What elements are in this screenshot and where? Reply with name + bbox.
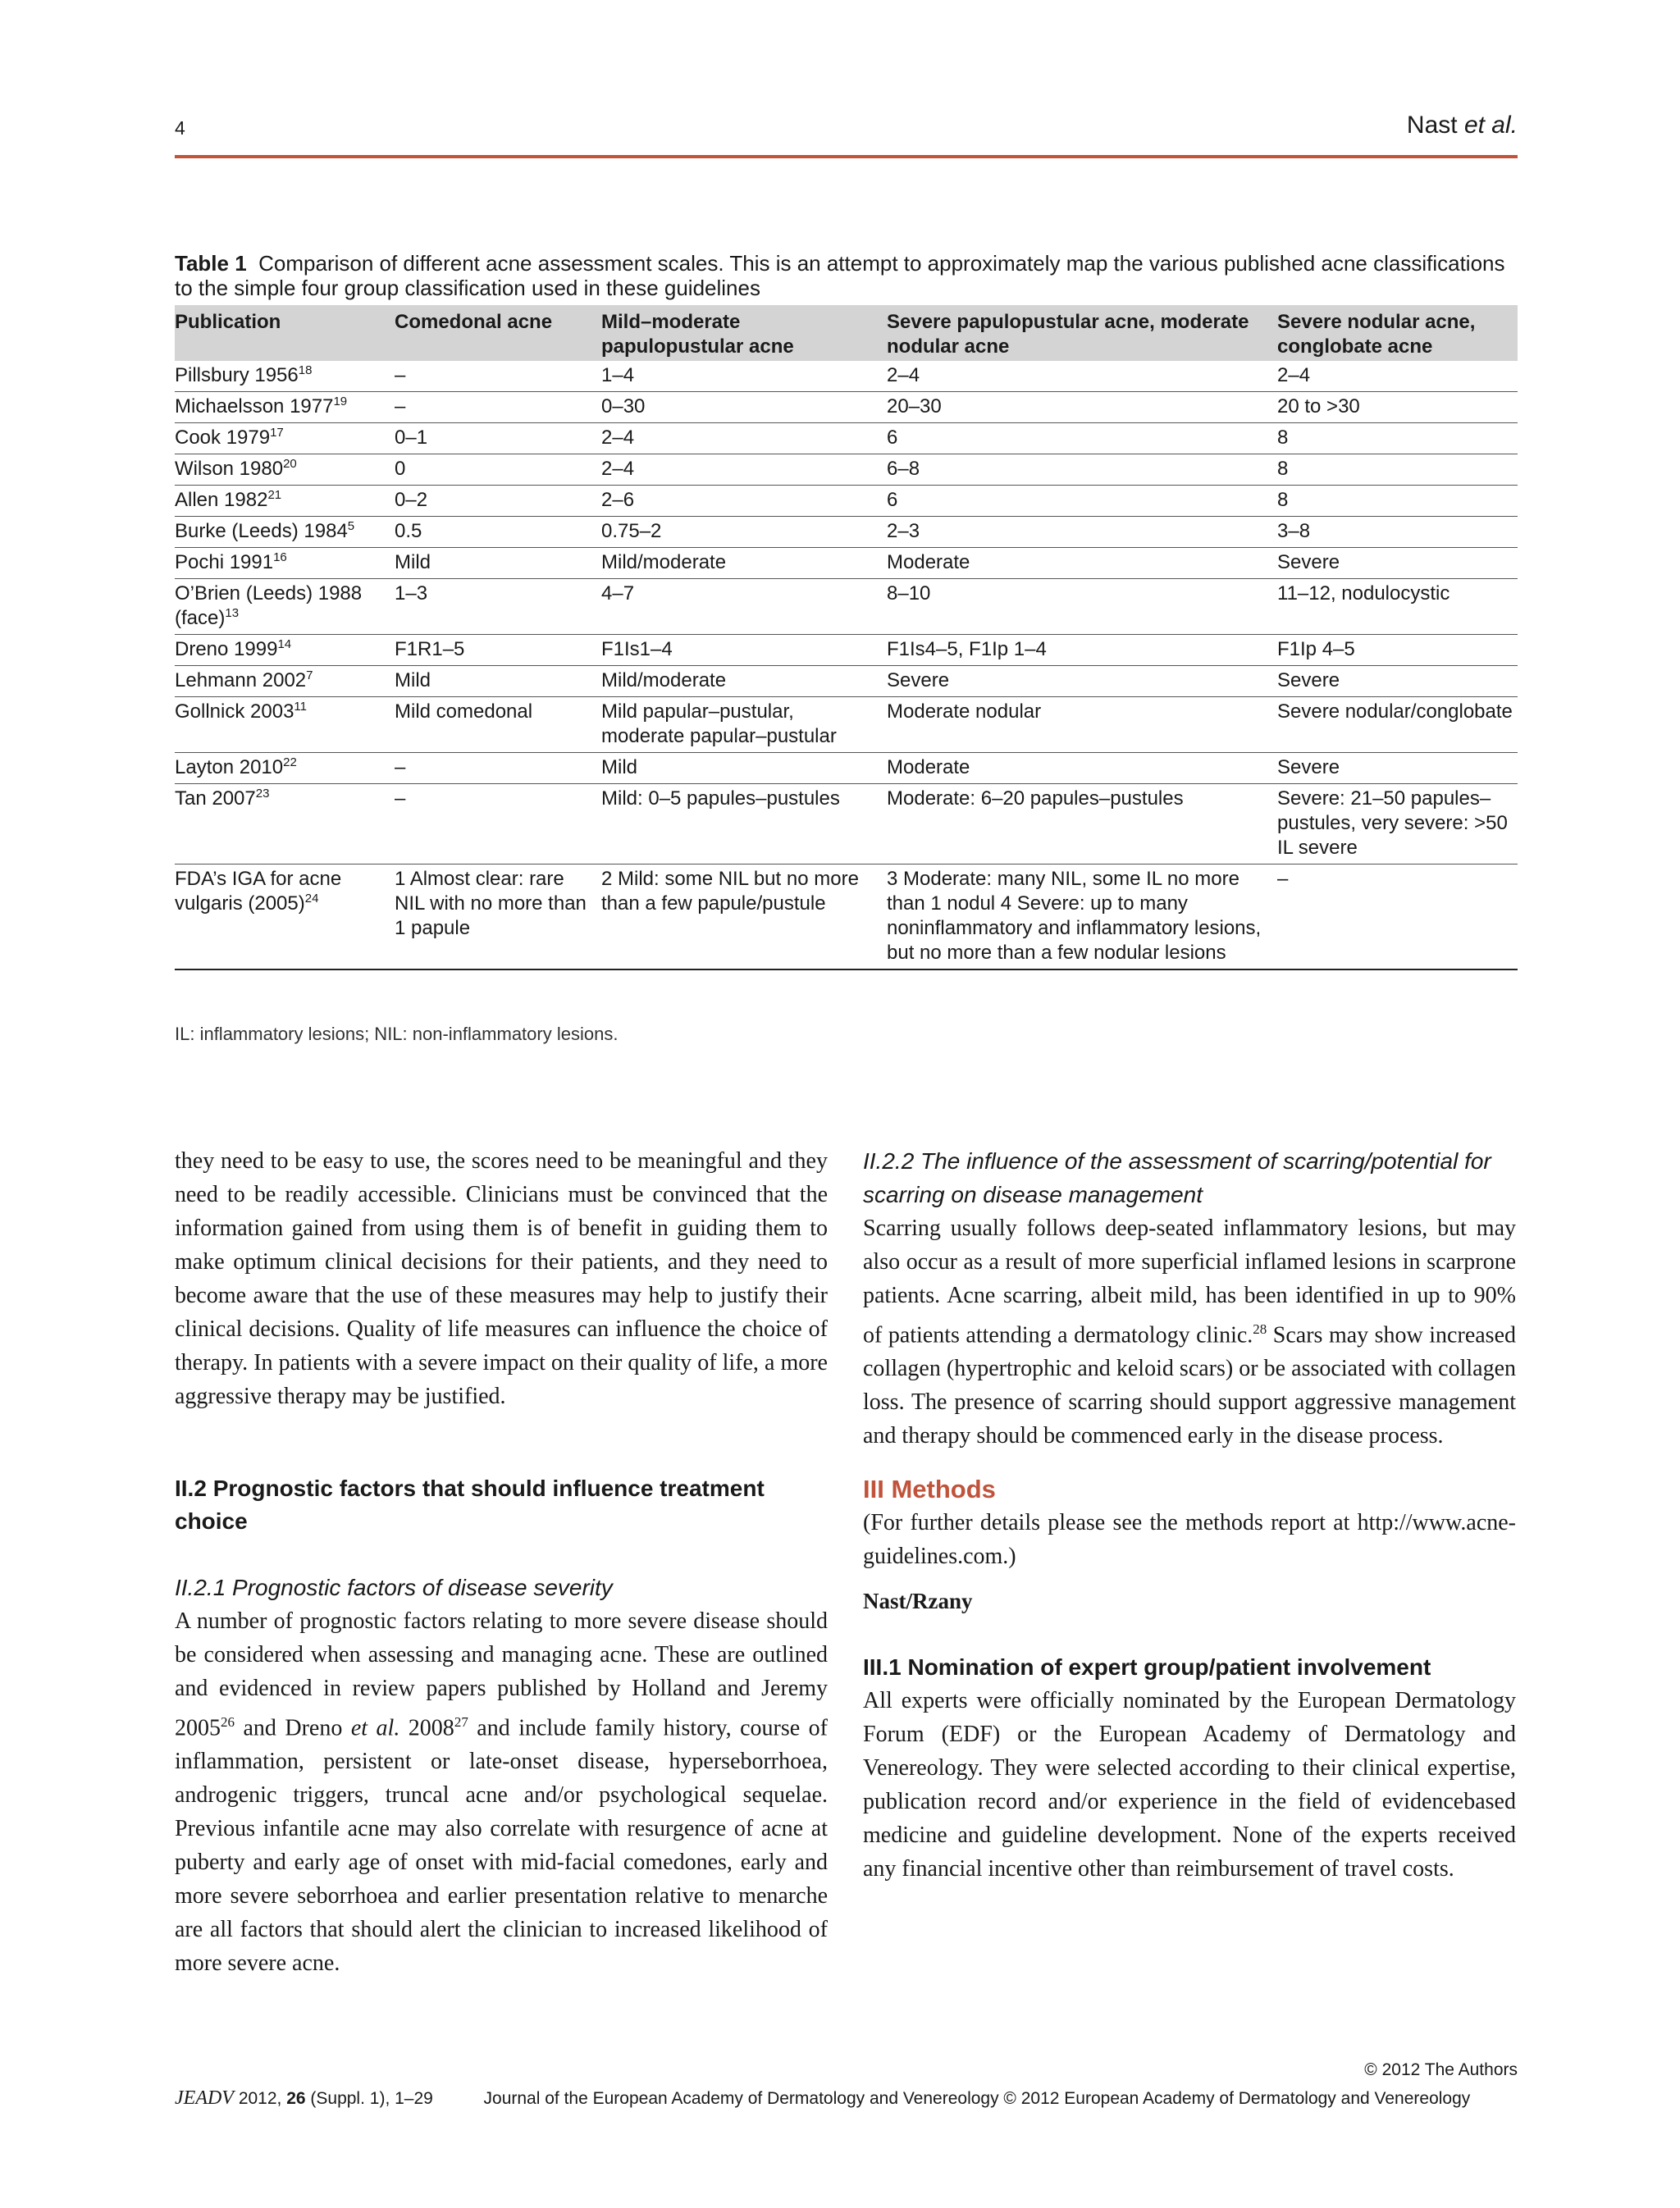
table-row: [175, 635, 1518, 666]
cell-severe-nodular: 20 to >30: [1277, 392, 1518, 423]
cell-mild-moderate: Mild papular–pustular, moderate papular–pustular: [601, 697, 887, 753]
cell-publication: [175, 361, 395, 392]
running-head-author: Nast: [1406, 112, 1458, 139]
citation-ref: 17: [270, 426, 284, 440]
citation-ref: 11: [294, 700, 307, 714]
cell-mild-moderate: F1Is1–4: [601, 635, 887, 666]
col-header-severe-papulopustular: Severe papulopustular acne, moderate nodular acne: [887, 305, 1277, 361]
table-row: [175, 697, 1518, 753]
table-body: [175, 361, 1518, 969]
publication-name: Cook 1979: [175, 427, 271, 449]
cell-publication: [175, 753, 395, 784]
publication-name: Burke (Leeds) 1984: [175, 520, 348, 542]
citation-ref: 14: [277, 637, 292, 651]
paragraph-experts: All experts were officially nominated by the European Dermatology Forum (EDF) or the European Academy of Dermatology and Venereology. They were selected according to their clinical expertise, publication record and/or experience in the field of evidencebased medicine and guideline development. None of the experts received any financial incentive other than reimbursement of travel costs.: [863, 1688, 1516, 1882]
cell-mild-moderate: 2–4: [601, 454, 887, 486]
col-header-comedonal: Comedonal acne: [395, 305, 601, 361]
cell-mild-moderate: Mild: 0–5 papules–pustules: [601, 784, 887, 864]
citation-ref: 19: [333, 395, 348, 408]
cell-mild-moderate: 0–30: [601, 392, 887, 423]
footer-journal: [175, 2087, 1470, 2110]
citation-ref: 16: [273, 550, 287, 564]
cell-severe-nodular: Severe nodular/conglobate: [1277, 697, 1518, 753]
right-column: [863, 1144, 1516, 1886]
cell-comedonal: 1–3: [395, 579, 601, 635]
text-run: 2008: [399, 1715, 454, 1741]
cell-severe-papulopustular: 3 Moderate: many NIL, some IL no more than 1 nodul 4 Severe: up to many noninflammatory and inflammatory lesions, but no more than a few nodular lesions: [887, 864, 1277, 970]
cell-publication: [175, 864, 395, 970]
cell-comedonal: –: [395, 753, 601, 784]
citation-ref: 23: [255, 787, 270, 801]
citation-ref: 22: [283, 755, 297, 769]
citation-ref: 13: [225, 606, 240, 620]
cell-comedonal: 1 Almost clear: rare NIL with no more than 1 papule: [395, 864, 601, 970]
citation-ref: 24: [304, 892, 319, 906]
subsection-heading-ii22: II.2.2 The influence of the assessment of scarring/potential for scarring on disease management: [863, 1148, 1491, 1207]
cell-publication: [175, 454, 395, 486]
cell-mild-moderate: 4–7: [601, 579, 887, 635]
publication-name: Pillsbury 1956: [175, 364, 299, 386]
cell-publication: [175, 635, 395, 666]
publication-name: Pochi 1991: [175, 551, 274, 573]
publication-name: O’Brien (Leeds) 1988 (face): [175, 582, 363, 629]
journal-abbreviation: JEADV: [175, 2087, 234, 2109]
cell-severe-papulopustular: 2–3: [887, 517, 1277, 548]
citation-ref: 26: [221, 1714, 235, 1730]
table-row: [175, 784, 1518, 864]
publication-name: Tan 2007: [175, 787, 256, 810]
col-header-publication: Publication: [175, 305, 395, 361]
publication-name: Dreno 1999: [175, 638, 278, 660]
cell-severe-nodular: Severe: 21–50 papules–pustules, very severe: >50 IL severe: [1277, 784, 1518, 864]
cell-mild-moderate: Mild/moderate: [601, 666, 887, 697]
journal-full-name: Journal of the European Academy of Dermatology and Venereology © 2012 European Academy of Dermatology and Venereology: [483, 2089, 1471, 2108]
cell-severe-nodular: 3–8: [1277, 517, 1518, 548]
acne-scale-table: [175, 305, 1518, 970]
cell-severe-nodular: Severe: [1277, 753, 1518, 784]
cell-severe-nodular: Severe: [1277, 548, 1518, 579]
cell-publication: [175, 666, 395, 697]
cell-severe-papulopustular: Moderate nodular: [887, 697, 1277, 753]
table-header-row: [175, 305, 1518, 361]
cell-severe-nodular: Severe: [1277, 666, 1518, 697]
publication-name: Lehmann 2002: [175, 669, 307, 691]
paragraph-instruments: they need to be easy to use, the scores need to be meaningful and they need to be readily accessible. Clinicians must be convinced that the information gained from using them is of benefit in guiding them to make optimum clinical decisions for their patients, and they need to become aware that the use of these measures may help to justify their clinical decisions. Quality of life measures can influence the choice of therapy. In patients with a severe impact on their quality of life, a more aggressive therapy may be justified.: [175, 1148, 828, 1409]
cell-severe-nodular: 8: [1277, 486, 1518, 517]
page-number: 4: [175, 117, 185, 139]
cell-mild-moderate: 2–6: [601, 486, 887, 517]
cell-comedonal: –: [395, 392, 601, 423]
text-run: Scarring usually follows deep-seated inflammatory lesions, but may also occur as a result of more superficial inflamed lesions in scarprone patients. Acne scarring, albeit mild, has been identified in up to 90% of patients attending a dermatology clinic.: [863, 1216, 1516, 1348]
table-row: [175, 753, 1518, 784]
cell-severe-papulopustular: 20–30: [887, 392, 1277, 423]
col-header-mild-moderate: Mild–moderate papulopustular acne: [601, 305, 887, 361]
cell-severe-papulopustular: 8–10: [887, 579, 1277, 635]
table-row: [175, 517, 1518, 548]
cell-severe-papulopustular: Moderate: 6–20 papules–pustules: [887, 784, 1277, 864]
paragraph-prognostic-factors: [175, 1604, 828, 1980]
cell-publication: [175, 697, 395, 753]
citation-ref: 7: [306, 668, 313, 682]
cell-publication: [175, 579, 395, 635]
cell-severe-papulopustular: 6: [887, 423, 1277, 454]
cell-severe-nodular: 8: [1277, 423, 1518, 454]
table-row: [175, 361, 1518, 392]
table-row: [175, 666, 1518, 697]
text-run: and Dreno: [235, 1715, 351, 1741]
cell-severe-papulopustular: Severe: [887, 666, 1277, 697]
col-header-severe-nodular: Severe nodular acne, conglobate acne: [1277, 305, 1518, 361]
section-heading-iii1: III.1 Nomination of expert group/patient involvement: [863, 1654, 1431, 1681]
section-heading-ii2: II.2 Prognostic factors that should influence treatment choice: [175, 1476, 765, 1534]
publication-name: FDA’s IGA for acne vulgaris (2005): [175, 868, 342, 915]
publication-name: Wilson 1980: [175, 458, 284, 480]
cell-severe-nodular: 2–4: [1277, 361, 1518, 392]
table-row: [175, 423, 1518, 454]
table-caption: [175, 251, 1518, 300]
cell-comedonal: 0–1: [395, 423, 601, 454]
cell-comedonal: Mild: [395, 666, 601, 697]
citation-ref: 18: [298, 363, 313, 377]
cell-publication: [175, 784, 395, 864]
table-row: [175, 548, 1518, 579]
cell-publication: [175, 548, 395, 579]
footer-copyright: © 2012 The Authors: [1364, 2060, 1518, 2079]
table-footnote: IL: inflammatory lesions; NIL: non-inflammatory lesions.: [175, 1024, 619, 1044]
publication-name: Allen 1982: [175, 489, 268, 511]
cell-severe-nodular: F1Ip 4–5: [1277, 635, 1518, 666]
cell-publication: [175, 392, 395, 423]
cell-severe-papulopustular: 6: [887, 486, 1277, 517]
header-rule: [175, 155, 1518, 158]
cell-severe-papulopustular: 6–8: [887, 454, 1277, 486]
text-run: and include family history, course of inflammation, persistent or late-onset disease, hyperseborrhoea, androgenic triggers, truncal acne and/or psychological sequelae. Previous infantile acne may also correlate with resurgence of acne at puberty and early age of onset with mid-facial comedones, early and more severe seborrhoea and earlier presentation relative to menarche are all factors that should alert the clinician to increased likelihood of more severe acne.: [175, 1715, 828, 1977]
cell-severe-papulopustular: Moderate: [887, 753, 1277, 784]
cell-mild-moderate: 2–4: [601, 423, 887, 454]
cell-comedonal: Mild: [395, 548, 601, 579]
cell-mild-moderate: 1–4: [601, 361, 887, 392]
citation-ref: 20: [283, 457, 297, 471]
paragraph-scarring: [863, 1211, 1516, 1453]
publication-name: Michaelsson 1977: [175, 395, 334, 417]
cell-severe-nodular: 8: [1277, 454, 1518, 486]
cell-comedonal: F1R1–5: [395, 635, 601, 666]
citation-pages: (Suppl. 1), 1–29: [305, 2089, 433, 2108]
cell-mild-moderate: 2 Mild: some NIL but no more than a few papule/pustule: [601, 864, 887, 970]
cell-comedonal: –: [395, 361, 601, 392]
cell-comedonal: Mild comedonal: [395, 697, 601, 753]
table-row: [175, 579, 1518, 635]
section-heading-iii-methods: III Methods: [863, 1475, 996, 1504]
running-head-et-al: et al.: [1463, 112, 1518, 139]
cell-mild-moderate: 0.75–2: [601, 517, 887, 548]
cell-severe-papulopustular: Moderate: [887, 548, 1277, 579]
cell-comedonal: 0.5: [395, 517, 601, 548]
paragraph-methods-link: (For further details please see the methods report at http://www.acne-guidelines.com.): [863, 1510, 1516, 1570]
cell-severe-nodular: –: [1277, 864, 1518, 970]
running-head: [1407, 112, 1518, 139]
cell-severe-papulopustular: 2–4: [887, 361, 1277, 392]
cell-publication: [175, 517, 395, 548]
cell-mild-moderate: Mild/moderate: [601, 548, 887, 579]
table-row: [175, 486, 1518, 517]
table-row: [175, 864, 1518, 970]
cell-severe-nodular: 11–12, nodulocystic: [1277, 579, 1518, 635]
cell-publication: [175, 423, 395, 454]
citation-ref: 27: [454, 1714, 468, 1730]
table-row: [175, 392, 1518, 423]
author-tag: Nast/Rzany: [863, 1589, 973, 1614]
table-caption-text: Comparison of different acne assessment scales. This is an attempt to approximately map the various published acne classifications to the simple four group classification used in these guidelines: [175, 251, 1505, 300]
citation-ref: 28: [1253, 1321, 1267, 1337]
citation-year: 2012,: [238, 2089, 287, 2108]
table-row: [175, 454, 1518, 486]
citation-volume: 26: [286, 2089, 306, 2108]
cell-comedonal: 0: [395, 454, 601, 486]
text-run: A number of prognostic factors relating to more severe disease should be considered when assessing and managing acne. These are outlined and evidenced in review papers published by Holland and Jeremy 2005: [175, 1608, 828, 1741]
cell-comedonal: 0–2: [395, 486, 601, 517]
left-column: [175, 1144, 828, 1980]
cell-severe-papulopustular: F1Is4–5, F1Ip 1–4: [887, 635, 1277, 666]
subsection-heading-ii21: II.2.1 Prognostic factors of disease severity: [175, 1575, 613, 1600]
publication-name: Layton 2010: [175, 756, 284, 778]
citation-ref: 5: [347, 519, 355, 533]
publication-name: Gollnick 2003: [175, 700, 294, 723]
cell-publication: [175, 486, 395, 517]
table-caption-label: Table 1: [175, 251, 247, 276]
cell-comedonal: –: [395, 784, 601, 864]
et-al: et al.: [350, 1715, 400, 1741]
cell-mild-moderate: Mild: [601, 753, 887, 784]
citation-ref: 21: [267, 488, 282, 502]
text-run: Scars may show increased collagen (hypertrophic and keloid scars) or be associated with collagen loss. The presence of scarring should support aggressive management and therapy should be commenced early in the disease process.: [863, 1322, 1516, 1449]
